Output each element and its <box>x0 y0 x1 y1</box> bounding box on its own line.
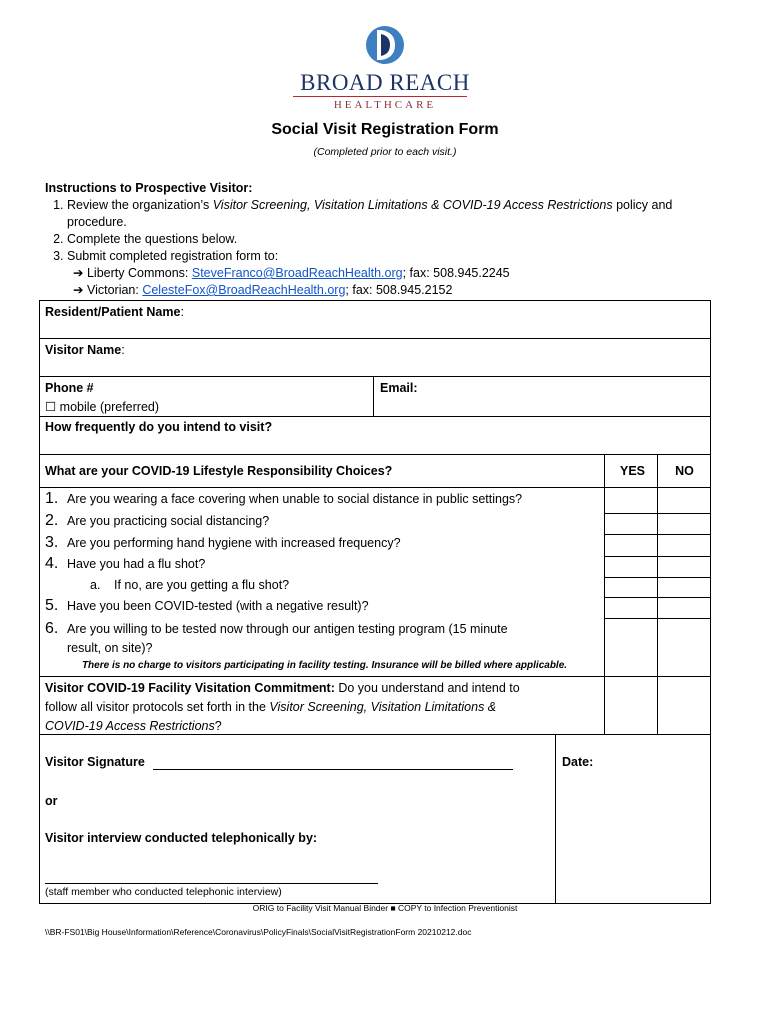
step1-text-end: policy and procedure. <box>67 198 673 229</box>
question-text: Are you willing to be tested now through our antigen testing program (15 minute <box>67 622 508 636</box>
question-text: If no, are you getting a flu shot? <box>114 578 290 592</box>
question-5 <box>45 597 369 615</box>
question-text: Have you had a flu shot? <box>67 557 206 571</box>
instructions-list <box>45 197 705 299</box>
question-6-continued: result, on site)? <box>67 641 153 655</box>
covid-heading: What are your COVID-19 Lifestyle Responsibility Choices? <box>45 464 393 478</box>
instruction-step-2: 2. Complete the questions below. <box>67 231 705 248</box>
divider <box>604 618 711 619</box>
divider <box>604 556 711 557</box>
question-number: 2. <box>45 512 59 529</box>
divider <box>604 577 711 578</box>
step3-text: Submit completed registration form to: <box>67 249 279 263</box>
divider <box>373 376 374 416</box>
footer-file-path: \\BR-FS01\Big House\Information\Reference\Coronavirus\PolicyFinals\SocialVisitRegistrationForm 20210212.doc <box>45 927 472 937</box>
contact-label: Victorian: <box>86 283 143 297</box>
date-field[interactable]: Date: <box>562 755 594 769</box>
divider <box>39 676 711 677</box>
arrow-right-icon: ➔ <box>73 283 84 297</box>
testing-note: There is no charge to visitors participating in facility testing. Insurance will be billed where applicable. <box>81 660 568 671</box>
contact-victorian <box>67 282 705 299</box>
question-number: 1. <box>45 490 59 507</box>
question-number: 5. <box>45 597 59 614</box>
divider <box>657 454 658 734</box>
footer-routing: ORIG to Facility Visit Manual Binder ■ COPY to Infection Preventionist <box>252 903 518 913</box>
mobile-checkbox[interactable]: ☐ mobile (preferred) <box>45 400 160 414</box>
email-field[interactable]: Email: <box>380 381 418 395</box>
question-text: Are you practicing social distancing? <box>67 514 270 528</box>
question-number: 4. <box>45 555 59 572</box>
interview-label: Visitor interview conducted telephonically by: <box>45 831 318 845</box>
instruction-step-3 <box>67 248 705 299</box>
brand-subtitle: HEALTHCARE <box>333 99 437 111</box>
question-number: 3. <box>45 534 59 551</box>
contact-fax: ; fax: 508.945.2245 <box>402 266 510 280</box>
commitment-text <box>45 679 605 736</box>
visit-frequency-field[interactable]: How frequently do you intend to visit? <box>45 420 273 434</box>
divider <box>39 416 711 417</box>
question-mark: ? <box>214 719 222 733</box>
or-label: or <box>45 794 58 808</box>
brand-divider <box>293 96 467 97</box>
broad-reach-logo-icon <box>359 22 411 71</box>
question-6 <box>45 620 508 638</box>
form-subtitle: (Completed prior to each visit.) <box>313 146 457 158</box>
policy-name: Visitor Screening, Visitation Limitations & <box>269 700 497 714</box>
signature-label: Visitor Signature <box>45 755 145 769</box>
yes-header: YES <box>619 464 645 478</box>
divider <box>555 734 556 904</box>
question-number: 6. <box>45 620 59 637</box>
phone-label: Phone # <box>45 381 94 395</box>
question-2 <box>45 512 269 530</box>
instruction-step-1 <box>67 197 705 231</box>
question-text: Are you wearing a face covering when unable to social distance in public settings? <box>67 492 523 506</box>
policy-name-end: COVID-19 Access Restrictions <box>45 719 215 733</box>
instructions <box>45 180 705 299</box>
resident-name-field[interactable] <box>45 305 184 319</box>
question-4a <box>90 578 289 592</box>
divider <box>39 734 711 735</box>
staff-note: (staff member who conducted telephonic interview) <box>45 886 282 898</box>
policy-name: Visitor Screening, Visitation Limitations & COVID-19 Access Restrictions <box>212 198 613 212</box>
question-text: Have you been COVID-tested (with a negative result)? <box>67 599 369 613</box>
question-3 <box>45 534 401 552</box>
divider <box>39 454 711 455</box>
email-link-liberty[interactable]: SteveFranco@BroadReachHealth.org <box>191 266 403 280</box>
question-number: a. <box>90 578 101 592</box>
step1-text: Review the organization’s <box>67 198 213 212</box>
colon: : <box>180 305 184 319</box>
contact-label: Liberty Commons: <box>86 266 192 280</box>
staff-signature-line[interactable] <box>45 883 378 884</box>
brand-name: BROAD REACH <box>300 70 470 95</box>
visitor-name-field[interactable] <box>45 343 125 357</box>
resident-label: Resident/Patient Name <box>45 305 181 319</box>
divider <box>39 376 711 377</box>
contact-liberty <box>67 265 705 282</box>
instructions-heading: Instructions to Prospective Visitor: <box>45 181 253 195</box>
commitment-line-1: Do you understand and intend to <box>334 681 520 695</box>
signature-line[interactable] <box>153 769 513 770</box>
commitment-heading: Visitor COVID-19 Facility Visitation Commitment: <box>45 681 335 695</box>
divider <box>604 534 711 535</box>
email-link-victorian[interactable]: CelesteFox@BroadReachHealth.org <box>142 283 346 297</box>
form-title: Social Visit Registration Form <box>271 121 499 138</box>
question-1 <box>45 490 522 508</box>
no-header: NO <box>675 464 694 478</box>
question-text: Are you performing hand hygiene with increased frequency? <box>67 536 401 550</box>
divider <box>39 487 711 488</box>
arrow-right-icon: ➔ <box>73 266 84 280</box>
colon: : <box>121 343 125 357</box>
divider <box>39 338 711 339</box>
question-4 <box>45 555 205 573</box>
commitment-line-2: follow all visitor protocols set forth in the <box>45 700 270 714</box>
divider <box>604 513 711 514</box>
contact-fax: ; fax: 508.945.2152 <box>345 283 453 297</box>
visitor-label: Visitor Name <box>45 343 122 357</box>
divider <box>604 597 711 598</box>
